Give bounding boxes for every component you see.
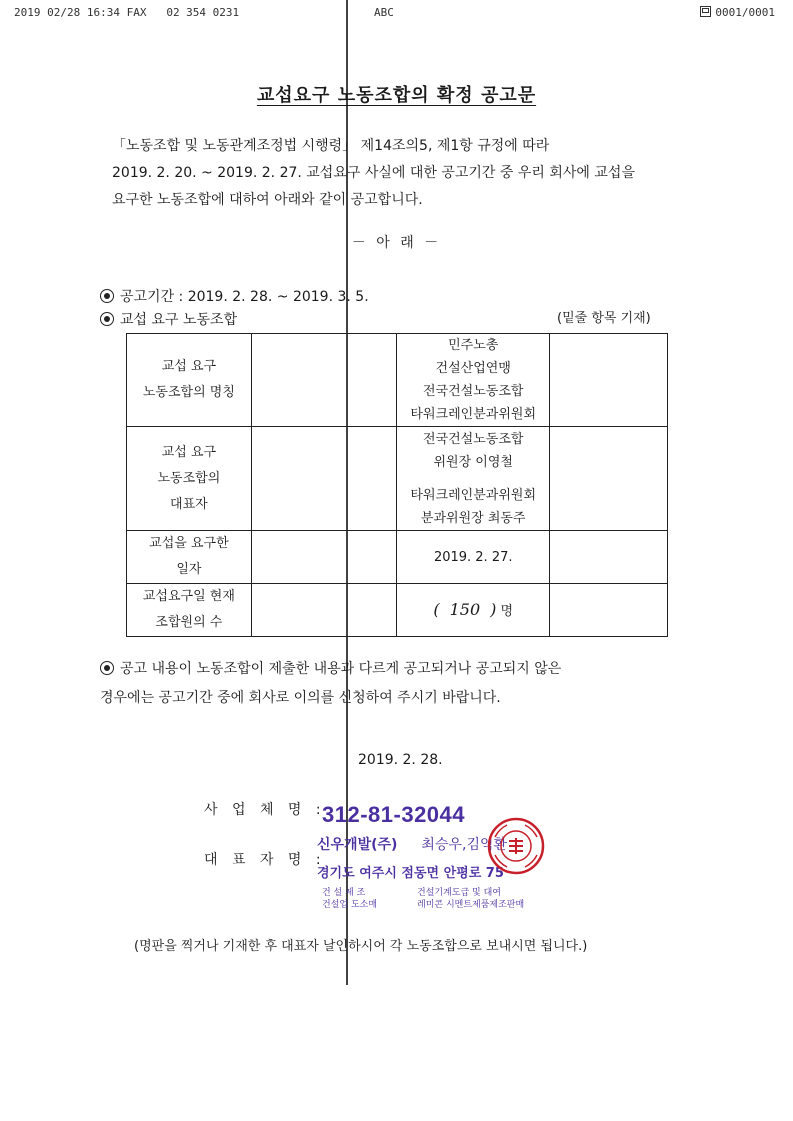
cell-line: 전국건설노동조합 xyxy=(422,431,524,447)
company-address: 경기도 여주시 점동면 안평로 75 xyxy=(317,866,504,881)
fax-header xyxy=(14,6,775,22)
member-count-unit: 명 xyxy=(500,603,514,619)
bullet-icon xyxy=(100,289,114,303)
cell-line: 노동조합의 xyxy=(157,470,221,486)
business-type-line: 건 설 제 조 xyxy=(322,888,366,898)
blank-cell xyxy=(550,584,668,637)
objection-notice xyxy=(100,655,720,713)
union-heading-text: 교섭 요구 노동조합 xyxy=(120,312,238,328)
document-date: 2019. 2. 28. xyxy=(358,752,443,768)
cell-line: 교섭요구일 현재 xyxy=(142,589,235,604)
value-union-representative xyxy=(397,427,550,531)
bullet-icon xyxy=(100,661,114,675)
fax-timestamp-number: 2019 02/28 16:34 FAX 02 354 0231 xyxy=(14,6,240,19)
cell-line: 노동조합의 명칭 xyxy=(142,385,235,400)
cell-line: 타워크레인분과위원회 xyxy=(410,407,537,422)
table-row xyxy=(127,427,668,531)
cell-line: 타워크레인분과위원회 xyxy=(410,487,537,503)
cell-line: 건설산업연맹 xyxy=(435,361,511,376)
table-row xyxy=(127,334,668,427)
business-type-line: 레미콘 시멘트제품제조판매 xyxy=(417,900,525,910)
announcement-period-text: 공고기간 : 2019. 2. 28. ~ 2019. 3. 5. xyxy=(120,289,369,305)
fax-sender-id: ABC xyxy=(374,6,394,19)
document-title xyxy=(0,81,793,107)
cell-line: 분과위원장 최동주 xyxy=(420,510,526,526)
member-count-close: ) xyxy=(490,599,497,619)
cell-line: 조합원의 수 xyxy=(155,615,223,630)
underline-note: (밑줄 항목 기재) xyxy=(557,311,651,326)
blank-cell xyxy=(251,584,396,637)
ar-heading: － 아 래 － xyxy=(351,235,442,251)
cell-line: 교섭 요구 xyxy=(161,444,217,460)
fax-page-count-text: 0001/0001 xyxy=(715,6,775,19)
company-seal xyxy=(487,817,545,875)
label-union-representative xyxy=(127,427,252,531)
blank-cell xyxy=(550,427,668,531)
notice-line-2: 경우에는 공고기간 중에 회사로 이의를 신청하여 주시기 바랍니다. xyxy=(100,690,501,706)
union-table xyxy=(126,333,668,637)
table-row xyxy=(127,584,668,637)
cell-line: 위원장 이영철 xyxy=(433,454,513,470)
intro-line-3: 요구한 노동조합에 대하여 아래와 같이 공고합니다. xyxy=(112,192,423,208)
representative-label: 대 표 자 명 : xyxy=(204,852,326,868)
cell-line: 전국건설노동조합 xyxy=(422,384,524,399)
bullet-icon xyxy=(100,312,114,326)
table-row xyxy=(127,531,668,584)
business-types xyxy=(322,887,525,911)
intro-line-2: 2019. 2. 20. ~ 2019. 2. 27. 교섭요구 사실에 대한 공고기간 중 우리 회사에 교섭을 xyxy=(112,165,635,181)
label-member-count xyxy=(127,584,252,637)
cell-line: 대표자 xyxy=(170,496,208,512)
business-type-line: 건설기계도급 및 대여 xyxy=(417,888,501,898)
union-heading xyxy=(100,309,237,329)
blank-cell xyxy=(251,427,396,531)
member-count-number: 150 xyxy=(449,599,481,619)
representative-names: 최승우,김익환 xyxy=(421,837,508,853)
footer-instruction: (명판을 찍거나 기재한 후 대표자 날인하시어 각 노동조합으로 보내시면 됩니다.) xyxy=(134,939,588,954)
business-type-line: 건설업 도소매 xyxy=(322,900,378,910)
blank-cell xyxy=(550,531,668,584)
fax-page-count xyxy=(700,6,775,19)
intro-paragraph xyxy=(112,133,712,214)
company-name: 신우개발(주) xyxy=(317,837,398,853)
value-union-name xyxy=(397,334,550,427)
intro-line-1: 「노동조합 및 노동관계조정법 시행령」 제14조의5, 제1항 규정에 따라 xyxy=(112,138,550,154)
blank-cell xyxy=(251,531,396,584)
business-name-label: 사 업 체 명 : xyxy=(204,802,326,818)
company-stamp xyxy=(317,834,507,854)
notice-line-1 xyxy=(100,655,720,684)
cell-line: 민주노총 xyxy=(448,338,499,353)
cell-spacer xyxy=(397,474,549,484)
member-count-open: ( xyxy=(433,599,440,619)
cell-line: 교섭을 요구한 xyxy=(149,536,229,551)
blank-cell xyxy=(550,334,668,427)
label-union-name xyxy=(127,334,252,427)
announcement-period xyxy=(100,286,369,306)
value-member-count xyxy=(397,584,550,637)
blank-cell xyxy=(251,334,396,427)
business-registration-number: 312-81-32044 xyxy=(322,802,466,827)
value-request-date: 2019. 2. 27. xyxy=(397,531,550,584)
notice-line-1-text: 공고 내용이 노동조합이 제출한 내용과 다르게 공고되거나 공고되지 않은 xyxy=(120,661,562,677)
document-title-text: 교섭요구 노동조합의 확정 공고문 xyxy=(256,85,537,106)
notice-bullet xyxy=(100,661,120,677)
fax-icon xyxy=(700,6,711,17)
cell-line: 일자 xyxy=(176,562,202,577)
business-type-column xyxy=(417,887,524,911)
cell-line: 교섭 요구 xyxy=(161,359,217,374)
label-request-date xyxy=(127,531,252,584)
